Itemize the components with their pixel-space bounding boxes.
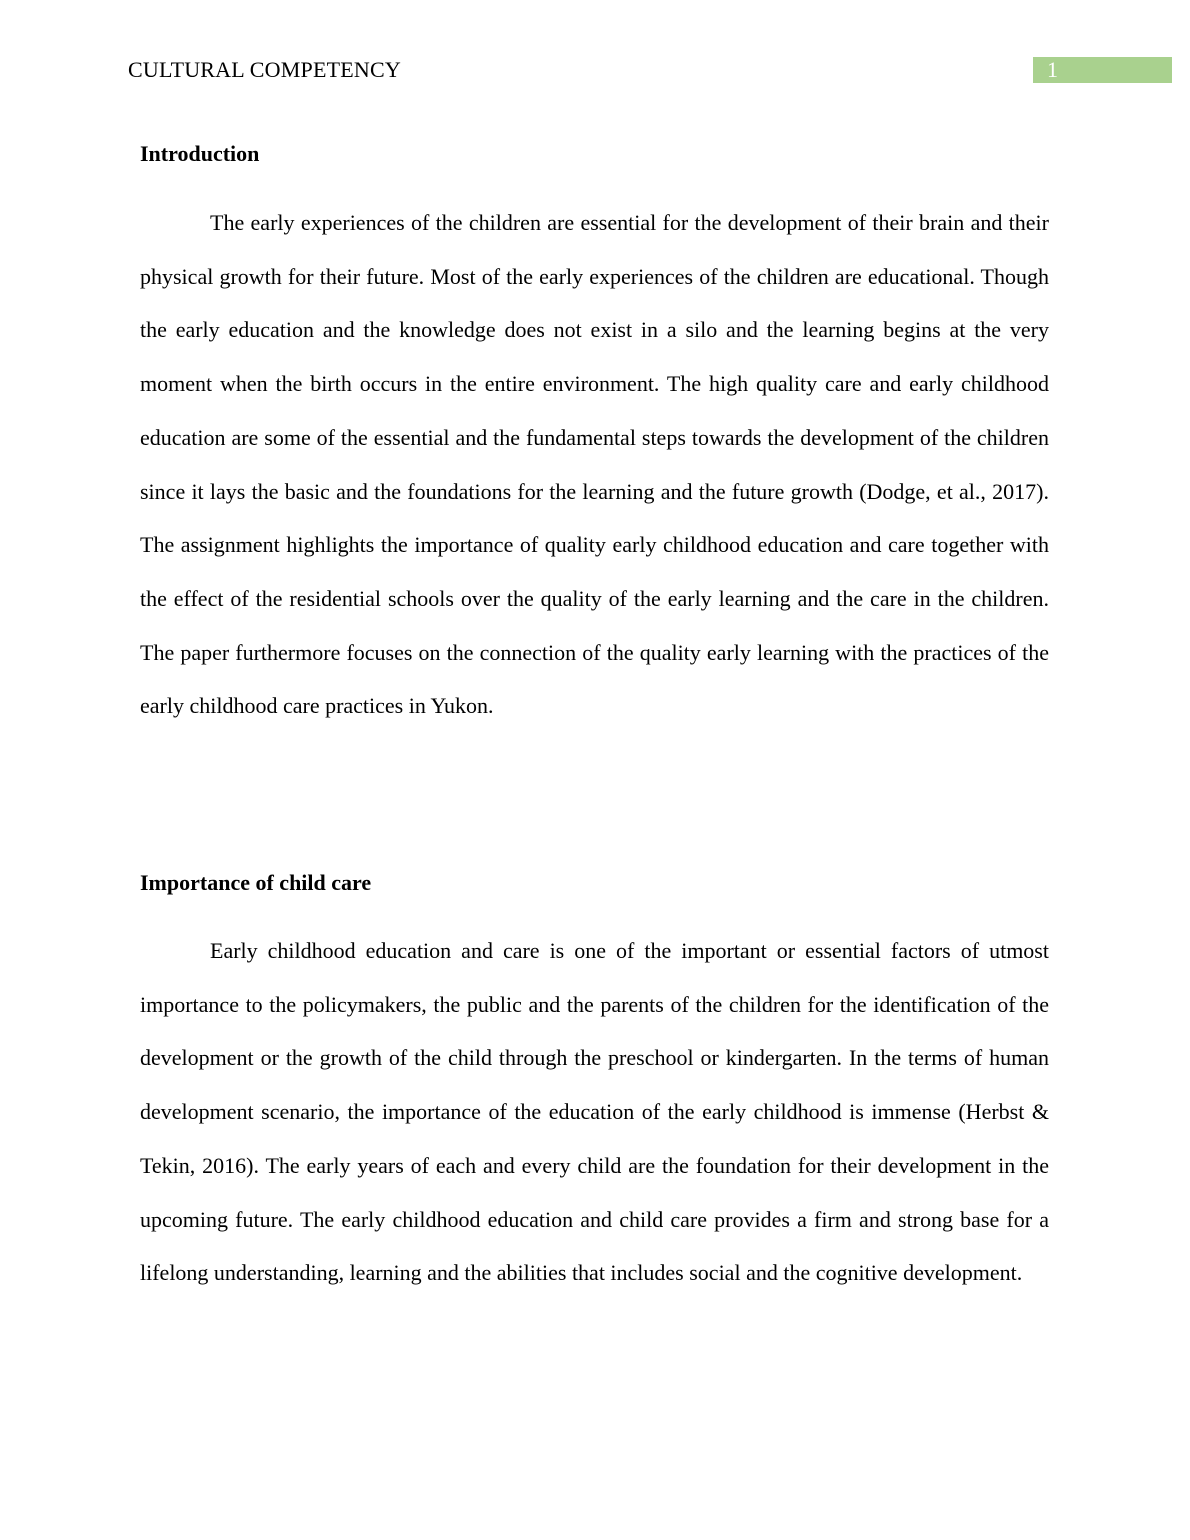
section-heading-importance-of-child-care: Importance of child care: [140, 870, 372, 895]
section-paragraph-importance-of-child-care: Early childhood education and care is one of the important or essential factors of utmost importance to the policymakers, the public and the parents of the children for the identification of the development or the growth of the child through the preschool or kindergarten. In the terms of human development scenario, the importance of the education of the early childhood is immense (Herbst & Tekin, 2016). The early years of each and every child are the foundation for their development in the upcoming future. The early childhood education and child care provides a firm and strong base for a lifelong understanding, learning and the abilities that includes social and the cognitive development.: [140, 938, 1049, 1286]
running-head: CULTURAL COMPETENCY: [128, 57, 401, 82]
section-paragraph-introduction: The early experiences of the children are essential for the development of their brain and their physical growth for their future. Most of the early experiences of the children are educational. Though the early education and the knowledge does not exist in a silo and the learning begins at the very moment when the birth occurs in the entire environment. The high quality care and early childhood education are some of the essential and the fundamental steps towards the development of the children since it lays the basic and the foundations for the learning and the future growth (Dodge, et al., 2017). The assignment highlights the importance of quality early childhood education and care together with the effect of the residential schools over the quality of the early learning and the care in the children. The paper furthermore focuses on the connection of the quality early learning with the practices of the early childhood care practices in Yukon.: [140, 210, 1049, 719]
page-number: 1: [1047, 57, 1058, 82]
page-number-box: [1033, 57, 1172, 83]
section-heading-introduction: Introduction: [140, 141, 260, 166]
